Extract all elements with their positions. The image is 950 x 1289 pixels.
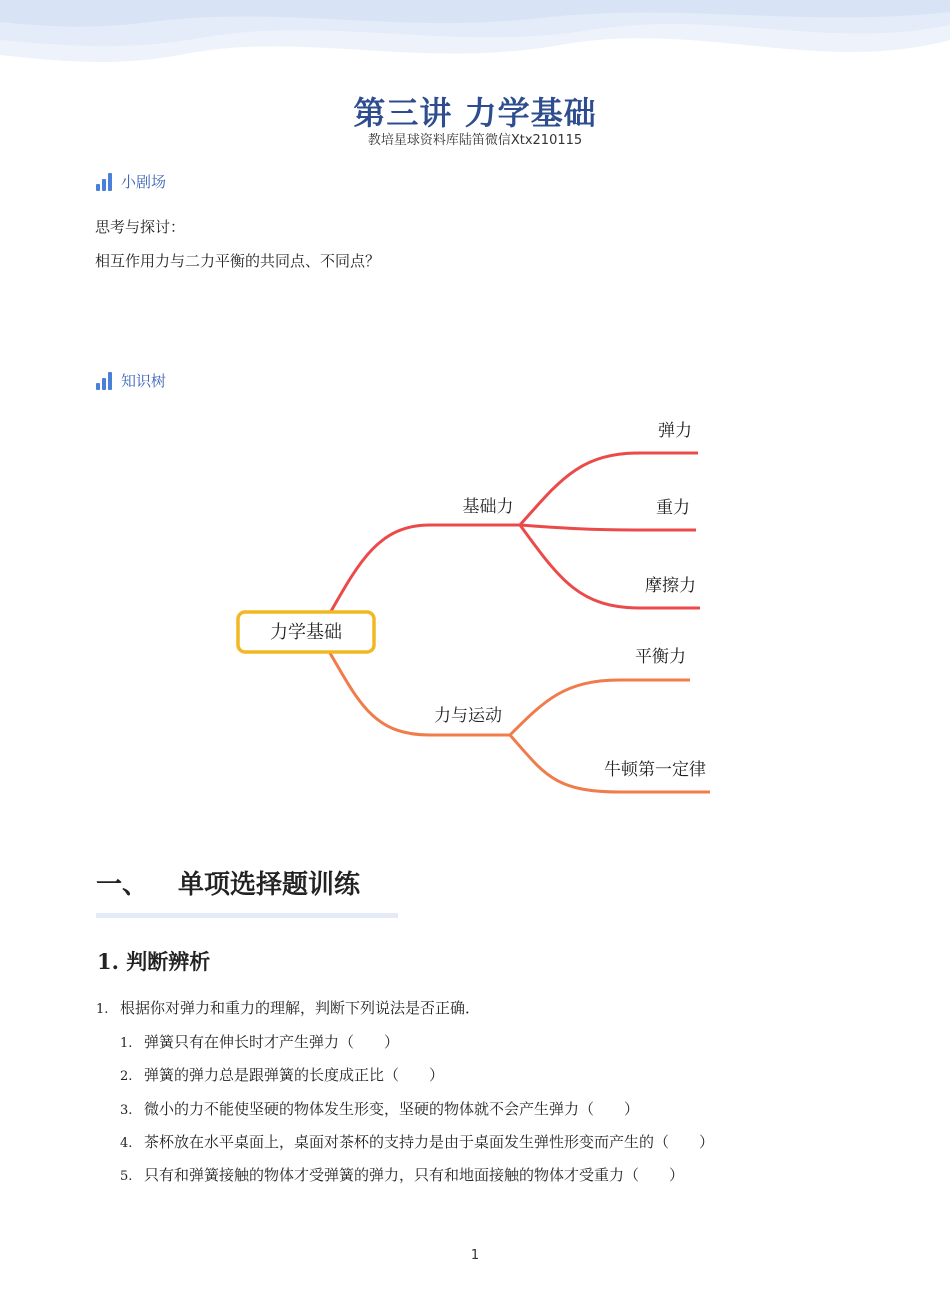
- branch1-leaf2-connector: [520, 525, 696, 530]
- heading-underline: [96, 913, 398, 918]
- page-title: 第三讲 力学基础: [353, 94, 597, 132]
- section-header-tree: [96, 372, 166, 390]
- section-heading: [96, 864, 360, 901]
- leaf-node-label: 牛顿第一定律: [604, 760, 706, 780]
- question-text: 根据你对弹力和重力的理解，判断下列说法是否正确．: [120, 999, 481, 1017]
- section-header-theater: [96, 173, 166, 191]
- root-branch1-connector: [330, 525, 520, 613]
- bar-chart-icon: [96, 173, 112, 191]
- question-stem: [96, 997, 480, 1018]
- page-subtitle: 教培星球资料库陆笛微信Xtx210115: [367, 133, 583, 148]
- list-item: 4. 茶杯放在水平桌面上，桌面对茶杯的支持力是由于桌面发生弹性形变而产生的（ ）: [120, 1133, 715, 1151]
- discussion-question: 相互作用力与二力平衡的共同点、不同点？: [95, 252, 381, 270]
- knowledge-tree-mindmap: [0, 400, 950, 820]
- list-item: 3. 微小的力不能使坚硬的物体发生形变，坚硬的物体就不会产生弹力（ ）: [120, 1100, 640, 1118]
- leaf-node-label: 平衡力: [635, 647, 686, 667]
- list-item: 5. 只有和弹簧接触的物体才受弹簧的弹力，只有和地面接触的物体才受重力（ ）: [120, 1166, 685, 1184]
- root-node-label: 力学基础: [270, 622, 342, 643]
- section-heading-number: 一、: [96, 870, 149, 900]
- subsection-heading: 1. 判断辨析: [97, 949, 211, 974]
- question-number: 1.: [96, 1002, 109, 1017]
- section-heading-text: 单项选择题训练: [178, 870, 361, 900]
- list-item: 2. 弹簧的弹力总是跟弹簧的长度成正比（ ）: [120, 1066, 445, 1084]
- leaf-node-label: 弹力: [658, 421, 692, 441]
- leaf-node-label: 重力: [656, 498, 690, 518]
- branch2-leaf1-connector: [510, 680, 690, 735]
- page-number: 1: [470, 1248, 480, 1263]
- section-label: 小剧场: [121, 173, 167, 191]
- discussion-prompt: 思考与探讨：: [95, 218, 186, 236]
- branch-node-label: 力与运动: [434, 706, 502, 726]
- leaf-node-label: 摩擦力: [645, 576, 696, 596]
- list-item: 1. 弹簧只有在伸长时才产生弹力（ ）: [120, 1033, 400, 1051]
- bar-chart-icon: [96, 372, 112, 390]
- section-label: 知识树: [121, 372, 167, 390]
- header-wave-decoration: [0, 0, 950, 80]
- branch-node-label: 基础力: [462, 497, 514, 517]
